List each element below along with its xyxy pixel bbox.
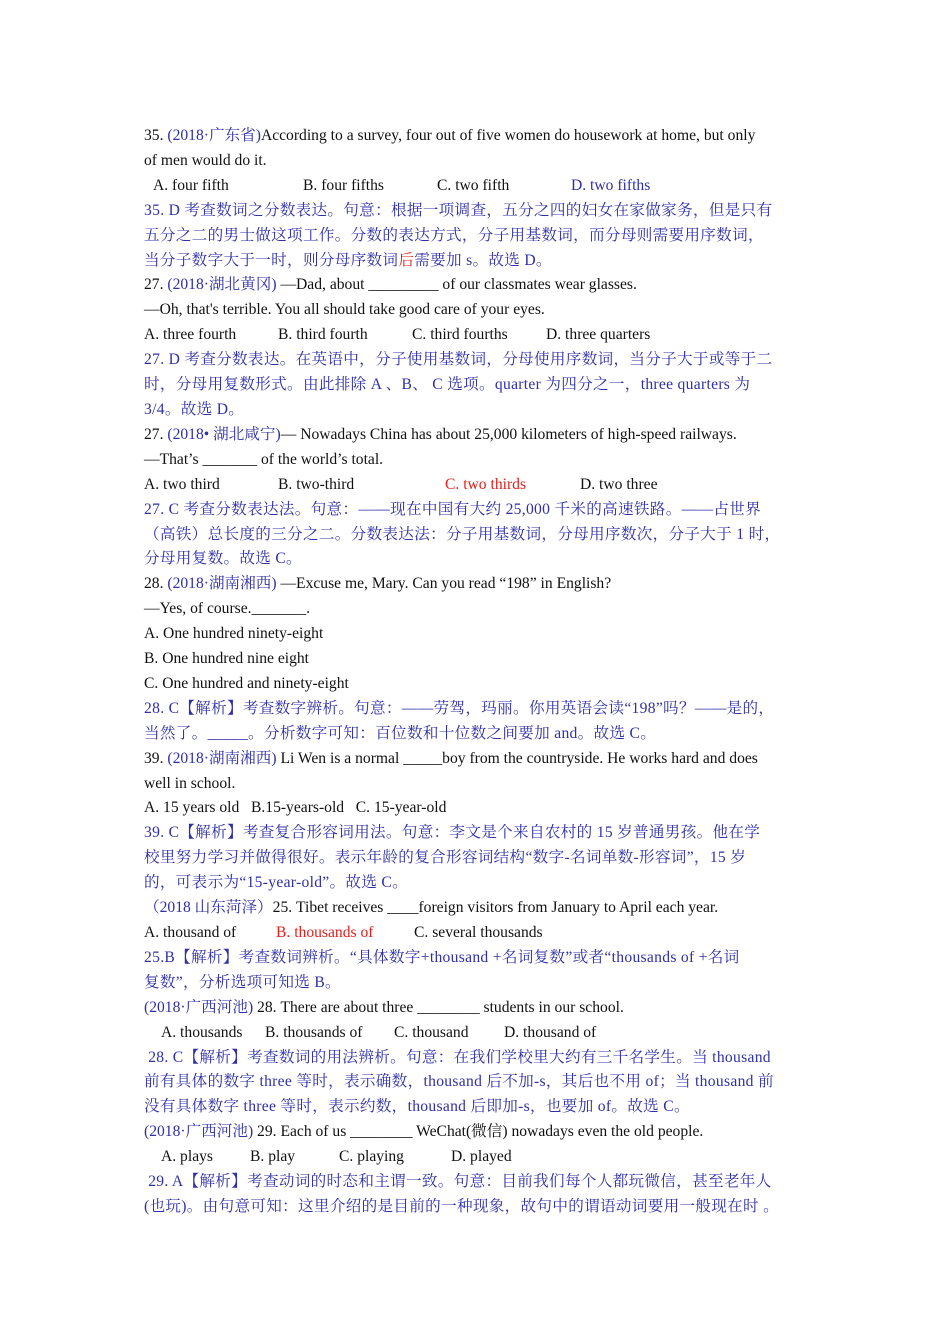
q27a-answer-line-2: 时，分母用复数形式。由此排除 A 、B、 C 选项。quarter 为四分之一，three quarters 为: [144, 376, 751, 394]
q29-options: [144, 1145, 820, 1170]
q28b-answer-line-3: 没有具体数字 three 等时，表示约数，thousand 后即加-s，也要加 of。故选 C。: [144, 1098, 690, 1116]
q39-answer-line-2: 校里努力学习并做得很好。表示年龄的复合形容词结构“数字-名词单数-形容词”，15 岁: [144, 849, 747, 867]
option-b: B. thousands of: [265, 1023, 363, 1041]
option-c: C. playing: [339, 1148, 404, 1166]
question-source: (2018·湖北黄冈): [167, 276, 277, 294]
question-text: 28. There are about three ________ students in our school.: [253, 998, 624, 1016]
option-c: C. third fourths: [412, 326, 508, 344]
question-number: 35.: [144, 127, 168, 144]
option-a: A. thousand of: [144, 924, 237, 941]
highlight-text: 后: [398, 251, 415, 269]
question-text: —Excuse me, Mary. Can you read “198” in English?: [276, 575, 612, 593]
q28a-stem-cont: —Yes, of course._______.: [144, 600, 311, 618]
q28b-answer-line-2: 前有具体的数字 three 等时，表示确数，thousand 后不加-s，其后也不用 of；当 thousand 前: [144, 1073, 774, 1091]
q27a-stem: [144, 273, 820, 298]
q27b-answer-line-1: 27. C 考查分数表达法。句意：——现在中国有大约 25,000 千米的高速铁路。——占世界: [144, 500, 762, 518]
option-a: A. four fifth: [153, 176, 229, 194]
option-a: A. thousands: [161, 1023, 243, 1041]
q25-options: [144, 921, 820, 946]
q28b-stem: [144, 996, 820, 1021]
q35-answer-line-1: 35. D 考查数词之分数表达。句意：根据一项调查，五分之四的妇女在家做家务，但是只有: [144, 201, 773, 219]
q35-answer-line-2: 五分之二的男士做这项工作。分数的表达方式，分子用基数词，而分母则需要用序数词，: [144, 226, 764, 244]
q25-answer-line-2: 复数”，分析选项可知选 B。: [144, 973, 341, 991]
q35-answer-line-3: 当分子数字大于一时，则分母序数词后需要加 s。故选 D。: [144, 251, 552, 269]
option-c: C. two fifth: [437, 176, 510, 194]
q27a-stem-cont: —Oh, that's terrible. You all should take good care of your eyes.: [144, 301, 545, 319]
option-a: A. three fourth: [144, 326, 237, 344]
option-b: B. thousands of: [276, 924, 374, 941]
question-source: (2018·广西河池): [144, 998, 254, 1016]
q35-stem: [144, 124, 820, 149]
q27b-stem-cont: —That’s _______ of the world’s total.: [144, 450, 384, 468]
q27a-options: [144, 323, 820, 348]
option-d: D. two fifths: [571, 176, 651, 194]
question-source: (2018·湖南湘西): [167, 575, 277, 593]
option-c: C. two thirds: [445, 475, 527, 493]
option-a: A. One hundred ninety-eight: [144, 625, 324, 643]
question-text: Li Wen is a normal _____boy from the countryside. He works hard and does: [276, 749, 758, 767]
question-number: 28.: [144, 575, 168, 593]
option-c: C. thousand: [394, 1023, 469, 1041]
q28a-stem: [144, 572, 820, 597]
q27a-answer-line-1: 27. D 考查分数表达。在英语中，分子使用基数词，分母使用序数词，当分子大于或等于二: [144, 351, 773, 369]
q39-options: A. 15 years old B.15-years-old C. 15-year-old: [144, 799, 447, 817]
q27b-stem: [144, 423, 820, 448]
option-c: C. several thousands: [414, 924, 543, 941]
question-text: 29. Each of us ________ WeChat(微信) nowadays even the old people.: [253, 1123, 704, 1141]
q29-stem: [144, 1120, 820, 1145]
question-source: (2018• 湖北咸宁): [167, 425, 281, 443]
option-b: B. third fourth: [278, 326, 368, 344]
q39-answer-line-3: 的，可表示为“15-year-old”。故选 C。: [144, 874, 409, 892]
option-a: A. plays: [161, 1148, 213, 1166]
question-number: 27.: [144, 425, 168, 443]
q39-stem-cont: well in school.: [144, 774, 236, 792]
q39-answer-line-1: 39. C【解析】考查复合形容词用法。句意：李文是个来自农村的 15 岁普通男孩。他在学: [144, 824, 761, 842]
question-source: (2018·广东省): [167, 127, 261, 144]
option-d: D. played: [451, 1148, 512, 1166]
q27a-answer-line-3: 3/4。故选 D。: [144, 400, 245, 418]
question-text: According to a survey, four out of five women do housework at home, but only: [260, 127, 756, 144]
option-a: A. two third: [144, 475, 220, 493]
q35-stem-cont: of men would do it.: [144, 151, 267, 169]
option-b: B. One hundred nine eight: [144, 650, 309, 668]
option-d: D. two three: [580, 475, 658, 493]
q35-options: [144, 174, 820, 199]
q29-answer-line-2: (也玩)。由句意可知：这里介绍的是目前的一种现象，故句中的谓语动词要用一般现在时 。: [144, 1197, 780, 1215]
option-b: B. play: [250, 1148, 296, 1166]
q25-stem: [144, 896, 820, 921]
q27b-answer-line-2: （高铁）总长度的三分之二。分数表达法：分子用基数词，分母用序数次，分子大于 1 时，: [144, 525, 781, 543]
question-number: 27.: [144, 276, 168, 294]
q27b-options: [144, 473, 820, 498]
q27b-answer-line-3: 分母用复数。故选 C。: [144, 550, 302, 568]
option-b: B. two-third: [278, 475, 355, 493]
document-body: [144, 124, 820, 1220]
q28b-answer-line-1: 28. C【解析】考查数词的用法辨析。句意：在我们学校里大约有三千名学生。当 thousand: [144, 1048, 771, 1066]
option-b: B. four fifths: [303, 176, 384, 194]
option-c: C. One hundred and ninety-eight: [144, 674, 349, 692]
q25-answer-line-1: 25.B【解析】考查数词辨析。“具体数字+thousand +名词复数”或者“thousands of +名词: [144, 948, 740, 966]
q29-answer-line-1: 29. A【解析】考查动词的时态和主谓一致。句意：目前我们每个人都玩微信，甚至老年人: [144, 1173, 772, 1191]
option-d: D. thousand of: [504, 1023, 597, 1041]
question-text: — Nowadays China has about 25,000 kilometers of high-speed railways.: [280, 425, 737, 443]
question-text: 25. Tibet receives ____foreign visitors from January to April each year.: [272, 899, 719, 917]
question-text: —Dad, about _________ of our classmates wear glasses.: [276, 276, 637, 294]
question-source: (2018·广西河池): [144, 1123, 254, 1141]
question-source: (2018·湖南湘西): [167, 749, 277, 767]
q39-stem: [144, 747, 820, 772]
q28a-answer-line-1: 28. C【解析】考查数字辨析。句意：——劳驾，玛丽。你用英语会读“198”吗？——是的，: [144, 699, 775, 717]
question-source: （2018 山东菏泽）: [144, 899, 273, 917]
q28a-answer-line-2: 当然了。_____。分析数字可知：百位数和十位数之间要加 and。故选 C。: [144, 724, 657, 742]
option-d: D. three quarters: [546, 326, 651, 344]
q28b-options: [144, 1021, 820, 1046]
question-number: 39.: [144, 749, 168, 767]
